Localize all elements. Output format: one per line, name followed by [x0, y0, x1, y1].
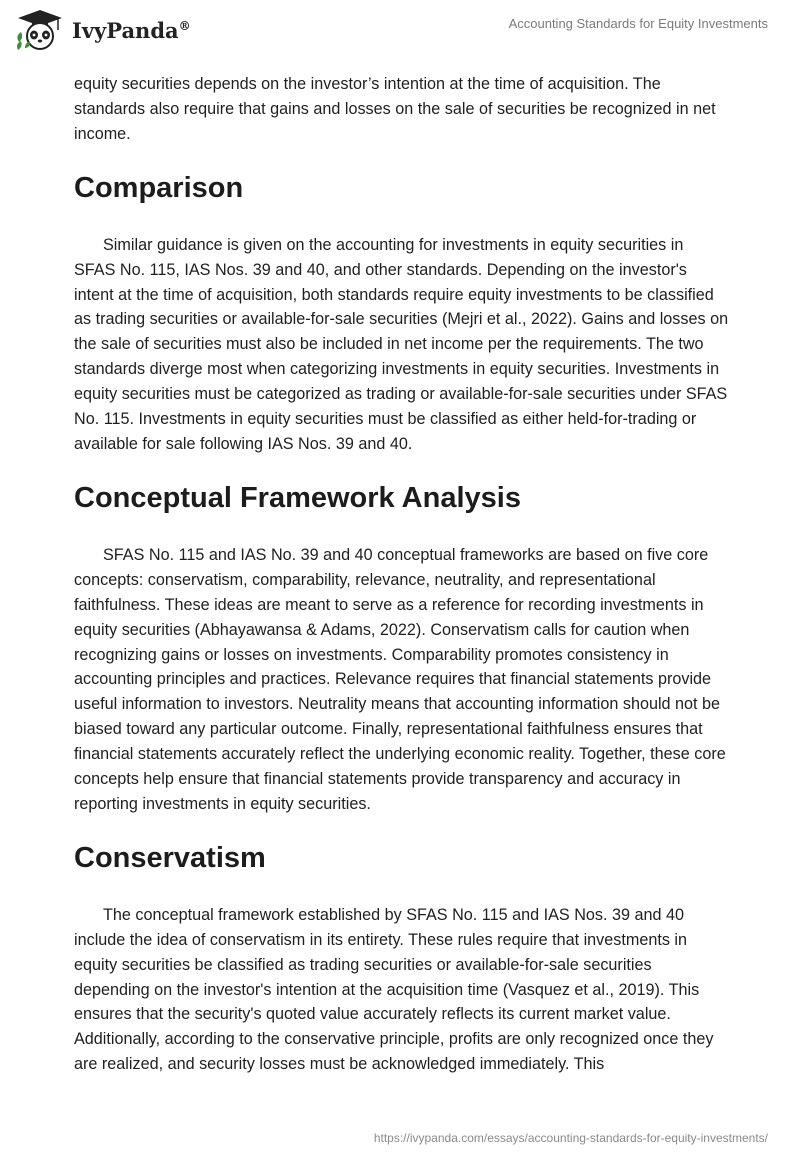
article-body: [74, 72, 729, 1077]
conservatism-paragraph: The conceptual framework established by SFAS No. 115 and IAS Nos. 39 and 40 include the idea of conservatism in its entirety. These rules require that investments in equity securities be classified as trading securities or available-for-sale securities depending on the investor's intention at the acquisition time (Vasquez et al., 2019). This ensures that the security's quoted value accurately reflects its current market value. Additionally, according to the conservative principle, profits are only recognized once they are realized, and security losses must be acknowledged immediately. This: [74, 905, 714, 1074]
section-heading-conservatism: Conservatism: [74, 841, 266, 874]
conceptual-framework-paragraph: SFAS No. 115 and IAS No. 39 and 40 conceptual frameworks are based on five core concepts: conservatism, comparability, relevance, neutrality, and representational faithfulness. These ideas are meant to serve as a reference for recording investments in equity securities (Abhayawansa & Adams, 2022). Conservatism calls for caution when recognizing gains or losses on investments. Comparability promotes consistency in accounting principles and practices. Relevance requires that financial statements provide useful information to investors. Neutrality means that accounting information should not be biased toward any particular outcome. Finally, representational faithfulness ensures that financial statements accurately reflect the underlying economic reality. Together, these core concepts help ensure that financial statements provide transparency and accuracy in reporting investments in equity securities.: [74, 545, 726, 813]
intro-paragraph: equity securities depends on the investor’s intention at the time of acquisition. The standards also require that gains and losses on the sale of securities be recognized in net income.: [74, 75, 716, 143]
section-heading-conceptual-framework: Conceptual Framework Analysis: [74, 481, 521, 514]
comparison-paragraph: Similar guidance is given on the accounting for investments in equity securities in SFAS No. 115, IAS Nos. 39 and 40, and other standards. Depending on the investor's intent at the time of acquisition, both standards require equity investments to be classified as trading securities or available-for-sale securities (Mejri et al., 2022). Gains and losses on the sale of securities must also be included in net income per the requirements. The two standards diverge most when categorizing investments in equity securities. Investments in equity securities must be categorized as trading or available-for-sale securities under SFAS No. 115. Investments in equity securities must be classified as either held-for-trading or available for sale following IAS Nos. 39 and 40.: [74, 235, 729, 453]
source-url[interactable]: https://ivypanda.com/essays/accounting-standards-for-equity-investments/: [373, 1131, 768, 1145]
brand-name: IvyPanda®: [72, 17, 191, 43]
ivypanda-logo[interactable]: [14, 8, 191, 52]
panda-mascot-icon: [14, 8, 66, 52]
section-heading-comparison: Comparison: [74, 171, 244, 204]
page-header: [0, 0, 800, 70]
document-title: Accounting Standards for Equity Investments: [508, 16, 768, 31]
